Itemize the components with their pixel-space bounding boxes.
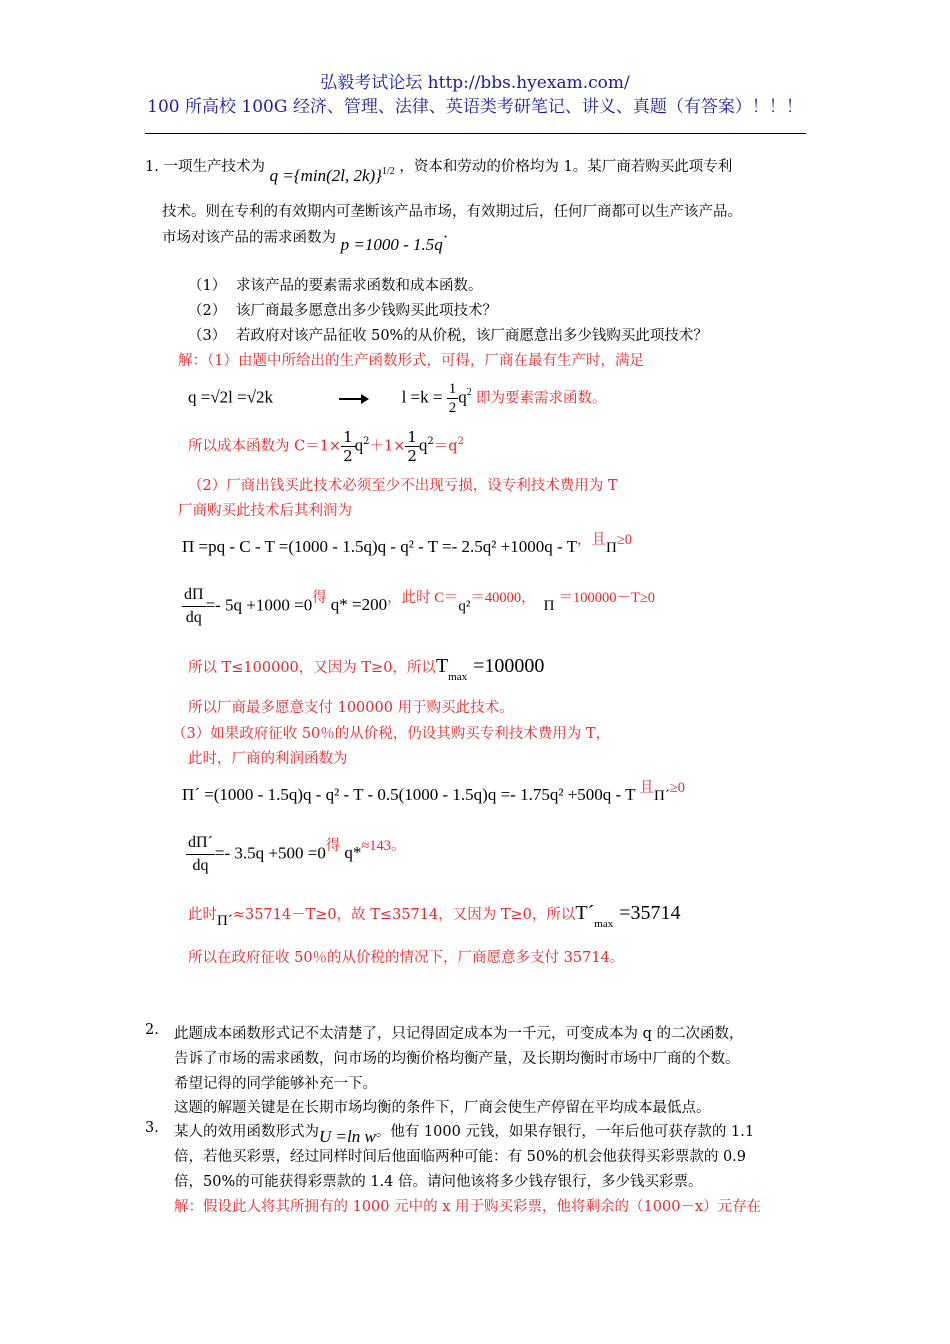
cost-text-c: ＋1× [369,438,406,455]
tmax-T: T [435,655,449,677]
tmax-sub: max [448,671,468,683]
cost-frac-1 [341,428,355,465]
header-line-2[interactable]: 100 所高校 100G 经济、管理、法律、英语类考研笔记、讲义、真题（有答案）！！！ [147,97,803,117]
q1-prod-func: q ={min(2l, 2k)} [269,166,382,185]
tmax-val: =100000 [473,655,545,677]
q1-intro-text-b: ，资本和劳动的价格均为 1。某厂商若购买此项专利 [399,159,733,175]
q1-item-3-num: （3） [188,328,227,344]
q3-line-1 [174,1120,755,1146]
eq1-frac-num: 1 [448,381,457,397]
eq1-frac-den: 2 [448,400,457,416]
cost-frac-2-num: 1 [407,428,417,446]
q1-item-1-num: （1） [188,278,227,294]
q1-prod-exp: 1/2 [381,166,395,177]
eq1-tail: q [458,387,467,407]
eq1-note: 即为要素需求函数。 [475,390,607,407]
eq1-fraction [447,380,459,417]
profit-ge: ≥0 [616,532,633,548]
sol-3-intro: （3）如果政府征收 50％的从价税，仍设其购买专利技术费用为 T， [172,726,611,742]
header-line-1[interactable]: 弘毅考试论坛 http://bbs.hyexam.com/ [320,73,630,93]
foc-den: dq [185,609,202,626]
foc-pi2: ＝100000－T≥0 [558,590,656,607]
foc2-num: dΠ´ [186,832,215,855]
foc-de: 得 [312,590,327,607]
arrow-icon [339,398,367,400]
foc-q: q* =200 [330,595,388,615]
cost-q1-exp: 2 [363,435,370,447]
profit-pi: Π [605,540,617,556]
q1-item-3 [188,324,708,345]
q1-item-2 [188,299,497,320]
profit2-ge: ≥0 [669,780,686,796]
q2-line-2: 告诉了市场的需求函数，问市场的均衡价格均衡产量，及长期均衡时市场中厂商的个数。 [174,1051,740,1067]
tmax2-val: =35714 [619,902,681,924]
eq1-left: q =√2l =√2k [188,387,274,407]
foc-pi: Π [543,598,555,615]
profit-eq: Π =pq - C - T =(1000 - 1.5q)q - q² - T =- 2.5q² +1000q - T [182,537,577,556]
tmax-formula [435,655,545,683]
foc-q2: q² [458,598,471,615]
q3-line-3: 倍，50%的可能获得彩票款的 1.4 倍。请问他该将多少钱存银行，多少钱买彩票。 [174,1174,703,1190]
q1-item-2-num: （2） [188,303,227,319]
cost-text-a: 所以成本函数为 C＝1× [188,438,342,455]
sol-1-cost [188,428,464,465]
foc2-val: ≈143。 [361,838,406,855]
sol-1-intro: 解：（1）由题中所给出的生产函数形式，可得，厂商在最有生产时，满足 [178,353,644,369]
tmax-text: 所以 T≤100000，又因为 T≥0，所以 [188,660,436,676]
q1-intro [145,155,733,185]
q1-production-function [270,166,395,185]
foc-c: ，此时 C＝ [387,590,459,607]
foc2-den: dq [192,857,209,874]
sol-1-equation [188,380,606,417]
cost-frac-1-den: 2 [343,447,353,465]
sol-2-foc [182,584,655,629]
tmax2-sub: max [594,918,614,930]
s3c-text-b: ≈35714－T≥0，故 T≤35714，又因为 T≥0，所以 [232,907,576,923]
profit2-cond: 且 [639,780,655,796]
s3c-pi: Π´ [217,913,233,929]
foc2-de: 得 [325,838,341,855]
q3-line-1-text-a: 某人的效用函数形式为 [174,1124,319,1140]
profit-cond: ，且 [576,532,606,548]
q1-line-3: 市场对该产品的需求函数为 p =1000 - 1.5q· [162,227,449,254]
q1-line-2: 技术。则在专利的有效期内可垄断该产品市场，有效期过后，任何厂商都可以生产该产品。 [162,204,742,220]
q1-demand-function: p =1000 - 1.5q [340,235,443,254]
sol-3-profit-label: 此时，厂商的利润函数为 [188,751,348,767]
q3-solution: 解：假设此人将其所拥有的 1000 元中的 x 用于购买彩票，他将剩余的（1000－x）元存在 [174,1199,762,1215]
s3c-text-a: 此时 [188,907,217,923]
q2-num: 2. [145,1022,159,1038]
q3-line-1-text-b: 。他有 1000 元钱，如果存银行，一年后他可获存款的 1.1 [375,1124,755,1140]
sol-3-conclusion: 所以在政府征收 50％的从价税的情况下，厂商愿意多支付 35714。 [188,950,625,966]
foc-fraction [182,584,206,629]
q1-line-3-text: 市场对该产品的需求函数为 [162,230,336,246]
cost-q2: q [418,435,428,455]
foc-num: dΠ [182,584,206,607]
sol-3-profit-equation [182,780,686,805]
sol-3-foc [186,832,406,877]
tmax2-formula [575,902,681,930]
cost-frac-2 [405,428,419,465]
q1-item-1-text: 求该产品的要素需求函数和成本函数。 [236,278,483,294]
profit2-eq: Π´ =(1000 - 1.5q)q - q² - T - 0.5(1000 - 1.5q)q =- 1.75q² +500q - T [182,785,636,804]
q1-intro-text-a: 1. 一项生产技术为 [145,159,265,175]
foc-eq: =- 5q +1000 =0 [205,595,313,615]
cost-q2-exp: 2 [427,435,434,447]
cost-q3-exp: 2 [457,435,464,447]
sol-3-tmax-line [188,902,681,930]
foc2-eq: =- 3.5q +500 =0 [214,843,326,863]
eq1-tail-exp: 2 [466,387,472,399]
tmax2-T: T´ [575,902,595,924]
sol-2-intro: （2）厂商出钱买此技术必须至少不出现亏损，设专利技术费用为 T [188,478,618,494]
q1-item-3-text: 若政府对该产品征收 50%的从价税，该厂商愿意出多少钱购买此项技术？ [236,328,708,344]
header-divider [145,133,806,134]
sol-2-conclusion: 所以厂商最多愿意支付 100000 用于购买此技术。 [188,700,514,716]
foc-c2: ＝40000， [470,590,536,607]
q2-line-4: 这题的解题关键是在长期市场均衡的条件下，厂商会使生产停留在平均成本最低点。 [174,1100,711,1116]
q3-line-2: 倍，若他买彩票，经过同样时间后他面临两种可能：有 50%的机会他获得买彩票款的 0.9 [174,1149,747,1165]
foc2-q: q* [344,843,362,863]
profit2-pi: Π´ [654,788,670,804]
cost-text-d: ＝q [433,438,458,455]
foc2-fraction [186,832,215,877]
q3-num: 3. [145,1120,159,1136]
q3-utility-function: U =ln w [319,1127,376,1146]
q1-item-1 [188,274,483,295]
sol-2-profit-equation [182,532,633,557]
cost-frac-1-num: 1 [343,428,353,446]
sol-2-profit-label: 厂商购买此技术后其利润为 [178,503,352,519]
cost-q1: q [354,435,364,455]
eq1-right: l =k = [401,387,443,407]
q1-item-2-text: 该厂商最多愿意出多少钱购买此项技术？ [236,303,497,319]
q2-line-1: 此题成本函数形式记不太清楚了，只记得固定成本为一千元，可变成本为 q 的二次函数， [174,1026,744,1042]
cost-frac-2-den: 2 [407,447,417,465]
q2-line-3: 希望记得的同学能够补充一下。 [174,1076,377,1092]
sol-2-tmax-line [188,655,545,683]
